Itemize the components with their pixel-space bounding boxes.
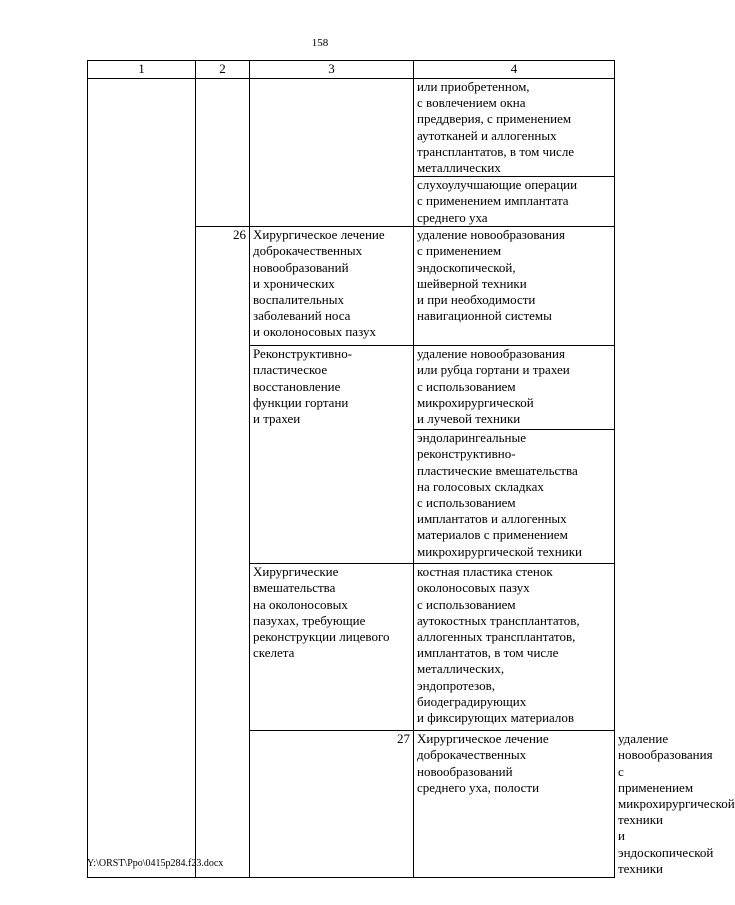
treatment-method-cell — [414, 346, 615, 430]
table-row: 27 Хирургическое лечение доброкачественных новообразований среднего уха, полости удаление новообразования с применением микрохирургической техники и эндоскопической техники — [88, 731, 615, 878]
header-col-1: 1 — [88, 61, 196, 79]
document-table — [87, 60, 735, 878]
header-col-4: 4 — [414, 61, 615, 79]
header-col-2: 2 — [196, 61, 250, 79]
disease-model-text: Хирургическое лечение доброкачественных новообразований среднего уха, полости — [417, 731, 549, 795]
col3-cell — [250, 79, 414, 227]
treatment-method-cell — [414, 177, 615, 227]
disease-model-text: Хирургическое лечение доброкачественных новообразований и хронических воспалительных заболеваний носа и околоносовых пазух — [253, 227, 385, 340]
disease-model-text: Реконструктивно- пластическое восстановление функции гортани и трахеи — [253, 346, 353, 427]
row-number-26: 26 — [196, 227, 250, 878]
disease-model-cell — [414, 731, 615, 878]
treatment-method-text: эндоларингеальные реконструктивно- пластические вмешательства на голосовых складках с использованием имплантатов и аллогенных материалов с применением микрохирургической техники — [417, 430, 582, 559]
treatment-method-text: или приобретенном, с вовлечением окна преддверия, с применением аутотканей и аллогенных трансплантатов, в том числе металлических — [417, 79, 575, 176]
file-path-footer: Y:\ORST\Ppo\0415p284.f23.docx — [87, 858, 224, 869]
table-header-row — [88, 61, 615, 79]
header-col-3: 3 — [250, 61, 414, 79]
treatment-method-text: слухоулучшающие операции с применением имплантата среднего уха — [417, 177, 578, 225]
disease-model-text: Хирургические вмешательства на околоносовых пазухах, требующие реконструкции лицевого скелета — [253, 564, 390, 661]
treatment-method-cell — [414, 430, 615, 564]
treatment-method-text: костная пластика стенок околоносовых пазух с использованием аутокостных трансплантатов, аллогенных трансплантатов, имплантатов, в том числе металлических, эндопротезов, биодеградирующих и фиксирующих материалов — [417, 564, 580, 726]
disease-model-cell — [250, 346, 414, 564]
disease-model-cell — [250, 564, 414, 731]
treatment-method-cell — [414, 79, 615, 177]
col1-cell — [88, 79, 196, 878]
table-row — [88, 79, 615, 177]
treatment-method-cell — [414, 227, 615, 346]
disease-model-cell — [250, 227, 414, 346]
page-number: 158 — [311, 37, 329, 49]
row-number-27: 27 — [250, 731, 414, 878]
treatment-method-text: удаление новообразования или рубца гортани и трахеи с использованием микрохирургической и лучевой техники — [417, 346, 570, 427]
treatment-method-text: удаление новообразования с применением эндоскопической, шейверной техники и при необходимости навигационной системы — [417, 227, 565, 324]
col2-cell — [196, 79, 250, 227]
treatment-method-cell — [414, 564, 615, 731]
